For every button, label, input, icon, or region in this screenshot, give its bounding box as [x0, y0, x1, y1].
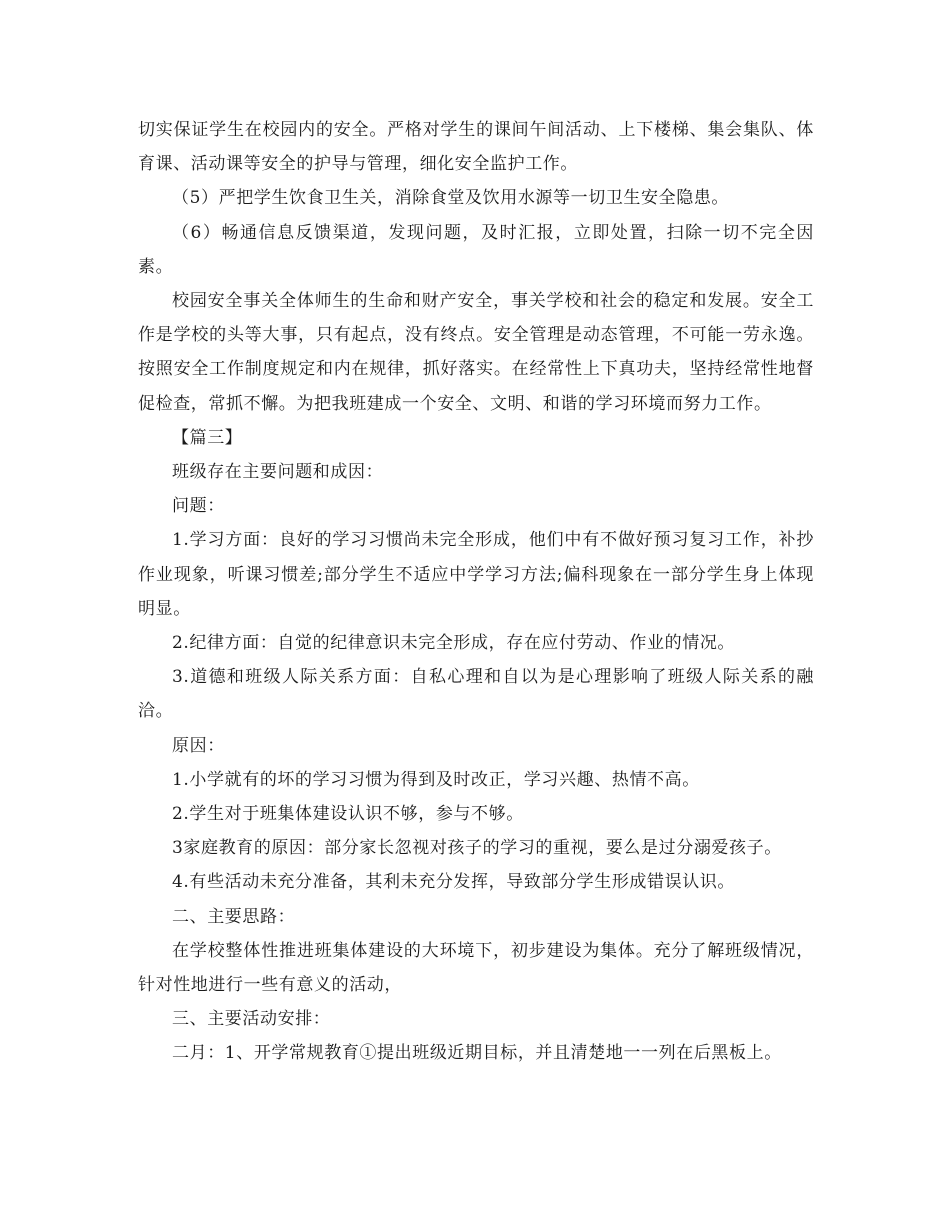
- paragraph-1: 切实保证学生在校园内的安全。严格对学生的课间午间活动、上下楼梯、集会集队、体育课、活动课等安全的护导与管理，细化安全监护工作。: [138, 120, 814, 175]
- paragraph-15: 4.有些活动未充分准备，其利未充分发挥，导致部分学生形成错误认识。: [172, 872, 736, 893]
- paragraph-2: （5）严把学生饮食卫生关，消除食堂及饮用水源等一切卫生安全隐患。: [172, 188, 730, 209]
- paragraph-5: 【篇三】: [172, 427, 243, 448]
- paragraph-18: 三、主要活动安排：: [172, 1009, 331, 1030]
- paragraph-7: 问题：: [172, 496, 225, 517]
- paragraph-11: 原因：: [172, 735, 225, 756]
- paragraph-13: 2.学生对于班集体建设认识不够，参与不够。: [172, 804, 524, 825]
- paragraph-19: 二月：1、开学常规教育①提出班级近期目标，并且清楚地一一列在后黑板上。: [172, 1043, 782, 1064]
- paragraph-12: 1.小学就有的坏的学习习惯为得到及时改正，学习兴趣、热情不高。: [172, 769, 700, 790]
- paragraph-10: 3.道德和班级人际关系方面：自私心理和自以为是心理影响了班级人际关系的融洽。: [138, 667, 814, 722]
- paragraph-8: 1.学习方面：良好的学习习惯尚未完全形成，他们中有不做好预习复习工作，补抄作业现象，听课习惯差;部分学生不适应中学学习方法;偏科现象在一部分学生身上体现明显。: [138, 530, 814, 619]
- paragraph-16: 二、主要思路：: [172, 906, 296, 927]
- paragraph-3: （6）畅通信息反馈渠道，发现问题，及时汇报，立即处置，扫除一切不完全因素。: [138, 222, 814, 277]
- paragraph-17: 在学校整体性推进班集体建设的大环境下，初步建设为集体。充分了解班级情况，针对性地进行一些有意义的活动，: [138, 940, 814, 996]
- paragraph-4: 校园安全事关全体师生的生命和财产安全，事关学校和社会的稳定和发展。安全工作是学校的头等大事，只有起点，没有终点。安全管理是动态管理，不可能一劳永逸。按照安全工作制度规定和内在规律，抓好落实。在经常性上下真功夫，坚持经常性地督促检查，常抓不懈。为把我班建成一个安全、文明、和谐的学习环境而努力工作。: [138, 291, 814, 414]
- paragraph-6: 班级存在主要问题和成因：: [172, 462, 384, 483]
- paragraph-9: 2.纪律方面：自觉的纪律意识未完全形成，存在应付劳动、作业的情况。: [172, 633, 736, 654]
- document-page: [138, 113, 814, 1071]
- paragraph-14: 3家庭教育的原因：部分家长忽视对孩子的学习的重视，要么是过分溺爱孩子。: [172, 838, 782, 859]
